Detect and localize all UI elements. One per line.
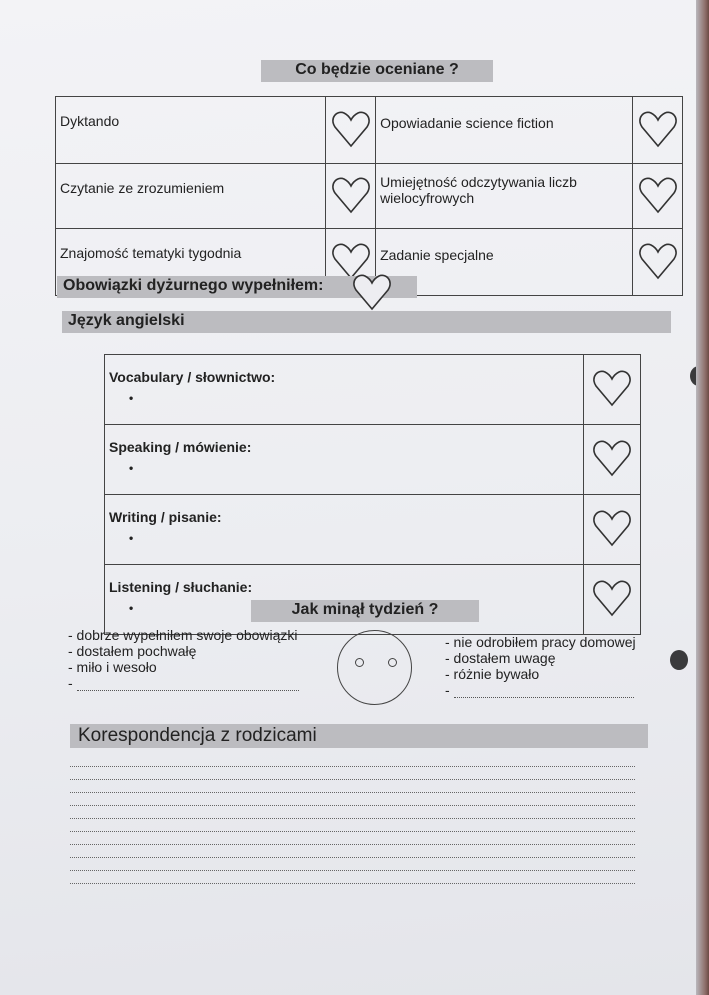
page-edge [696, 0, 709, 995]
list-item: - miło i wesoło [68, 659, 157, 675]
positive-list [68, 627, 299, 691]
punch-hole [670, 650, 688, 670]
heart-cell[interactable] [584, 355, 641, 425]
table-row [105, 355, 641, 425]
heart-cell[interactable] [633, 164, 683, 229]
assessment-table [55, 96, 683, 296]
duties-label: Obowiązki dyżurnego wypełniłem: [57, 276, 417, 298]
writing-line[interactable] [70, 831, 635, 832]
assessment-item: Opowiadanie science fiction [376, 97, 633, 164]
face-eye [388, 658, 397, 667]
heart-cell[interactable] [584, 425, 641, 495]
writing-line[interactable] [70, 870, 635, 871]
fill-line[interactable] [454, 687, 634, 698]
writing-line[interactable] [70, 766, 635, 767]
heart-cell[interactable] [326, 97, 376, 164]
writing-line[interactable] [70, 857, 635, 858]
fill-line[interactable] [77, 680, 299, 691]
assessment-item: Znajomość tematyki tygodnia [56, 229, 326, 296]
skill-label: Vocabulary / słownictwo: [109, 369, 276, 385]
skill-label: Writing / pisanie: [109, 509, 222, 525]
assessment-item: Dyktando [56, 97, 326, 164]
heart-icon [592, 579, 632, 617]
table-row [105, 425, 641, 495]
face-eye [355, 658, 364, 667]
list-item: - dostałem pochwałę [68, 643, 197, 659]
assessment-title: Co będzie oceniane ? [261, 60, 493, 82]
heart-icon [592, 439, 632, 477]
skill-label: Speaking / mówienie: [109, 439, 252, 455]
correspondence-title: Korespondencja z rodzicami [70, 724, 648, 748]
list-item: - dobrze wypełniłem swoje obowiązki [68, 627, 298, 643]
heart-cell[interactable] [584, 565, 641, 635]
skill-cell [105, 495, 584, 565]
skill-cell [105, 355, 584, 425]
heart-icon [638, 176, 678, 214]
writing-line[interactable] [70, 883, 635, 884]
skill-label: Listening / słuchanie: [109, 579, 253, 595]
heart-icon[interactable] [352, 272, 392, 312]
heart-icon [592, 509, 632, 547]
list-item: - [445, 682, 636, 698]
heart-icon [638, 110, 678, 148]
heart-icon [331, 176, 371, 214]
english-title: Język angielski [62, 311, 671, 333]
skill-bullet: • [129, 601, 134, 615]
table-row [56, 97, 683, 164]
table-row [56, 164, 683, 229]
heart-cell[interactable] [633, 97, 683, 164]
skill-bullet: • [129, 461, 134, 475]
table-row [105, 495, 641, 565]
writing-line[interactable] [70, 792, 635, 793]
week-title: Jak minął tydzień ? [251, 600, 479, 622]
english-table [104, 354, 641, 635]
heart-cell[interactable] [584, 495, 641, 565]
heart-icon [638, 242, 678, 280]
assessment-item: Umiejętność odczytywania liczb wielocyfrowych [376, 164, 633, 229]
heart-cell[interactable] [633, 229, 683, 296]
writing-line[interactable] [70, 779, 635, 780]
skill-cell [105, 425, 584, 495]
assessment-item: Czytanie ze zrozumieniem [56, 164, 326, 229]
skill-bullet: • [129, 531, 134, 545]
face-icon [337, 630, 412, 705]
list-item: - [68, 675, 299, 691]
heart-icon [331, 110, 371, 148]
heart-icon [592, 369, 632, 407]
assessment-item: Zadanie specjalne [376, 229, 633, 296]
writing-line[interactable] [70, 818, 635, 819]
negative-list [445, 634, 636, 698]
list-item: - różnie bywało [445, 666, 540, 682]
skill-bullet: • [129, 391, 134, 405]
list-item: - nie odrobiłem pracy domowej [445, 634, 636, 650]
list-item: - dostałem uwagę [445, 650, 556, 666]
writing-line[interactable] [70, 844, 635, 845]
writing-line[interactable] [70, 805, 635, 806]
heart-cell[interactable] [326, 164, 376, 229]
